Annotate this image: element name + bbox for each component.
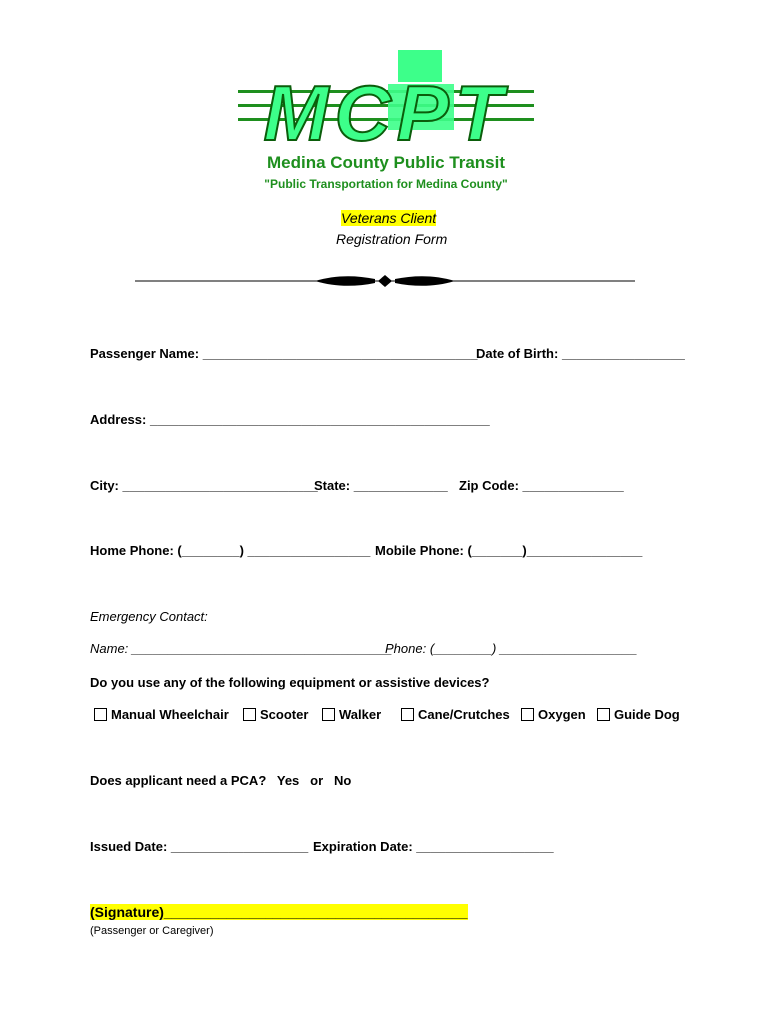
- option-walker[interactable]: Walker: [322, 707, 381, 722]
- issued-date-field[interactable]: Issued Date: ___________________: [90, 839, 309, 854]
- signature-field[interactable]: (Signature)_______________________________________: [90, 904, 468, 920]
- mobile-phone-field[interactable]: Mobile Phone: (_______)________________: [375, 543, 643, 558]
- state-field[interactable]: State: _____________: [314, 478, 448, 493]
- address-field[interactable]: Address: _______________________________________________: [90, 412, 490, 427]
- logo-tagline: "Public Transportation for Medina County": [264, 177, 508, 191]
- checkbox-icon[interactable]: [401, 708, 414, 721]
- home-phone-field[interactable]: Home Phone: (________) _________________: [90, 543, 371, 558]
- emergency-phone-field[interactable]: Phone: (________) ___________________: [385, 641, 638, 656]
- city-field[interactable]: City: ___________________________: [90, 478, 318, 493]
- form-subtitle: Registration Form: [336, 231, 448, 247]
- pca-no-option[interactable]: No: [333, 773, 352, 788]
- option-manual-wheelchair[interactable]: Manual Wheelchair: [94, 707, 229, 722]
- pca-yes-option[interactable]: Yes: [276, 773, 300, 788]
- ornamental-divider: [135, 272, 635, 290]
- checkbox-icon[interactable]: [94, 708, 107, 721]
- passenger-name-field[interactable]: Passenger Name: ______________________________________: [90, 346, 478, 361]
- logo-org-name: Medina County Public Transit: [266, 153, 506, 172]
- form-title: Veterans Client: [341, 210, 437, 226]
- expiration-date-field[interactable]: Expiration Date: ___________________: [313, 839, 554, 854]
- option-cane-crutches[interactable]: Cane/Crutches: [401, 707, 510, 722]
- checkbox-icon[interactable]: [243, 708, 256, 721]
- checkbox-icon[interactable]: [322, 708, 335, 721]
- zip-code-field[interactable]: Zip Code: ______________: [459, 478, 624, 493]
- emergency-contact-heading: Emergency Contact:: [90, 609, 208, 624]
- checkbox-icon[interactable]: [521, 708, 534, 721]
- date-of-birth-field[interactable]: Date of Birth: _________________: [476, 346, 685, 361]
- option-oxygen[interactable]: Oxygen: [521, 707, 586, 722]
- option-guide-dog[interactable]: Guide Dog: [597, 707, 680, 722]
- signature-note: (Passenger or Caregiver): [90, 925, 214, 937]
- logo-mark: MCPT: [263, 69, 509, 157]
- emergency-name-field[interactable]: Name: ____________________________________: [90, 641, 393, 656]
- mcpt-logo: [238, 48, 534, 204]
- pca-question: Does applicant need a PCA? Yes or No: [90, 773, 352, 788]
- checkbox-icon[interactable]: [597, 708, 610, 721]
- equipment-question: Do you use any of the following equipment or assistive devices?: [90, 675, 490, 690]
- option-scooter[interactable]: Scooter: [243, 707, 308, 722]
